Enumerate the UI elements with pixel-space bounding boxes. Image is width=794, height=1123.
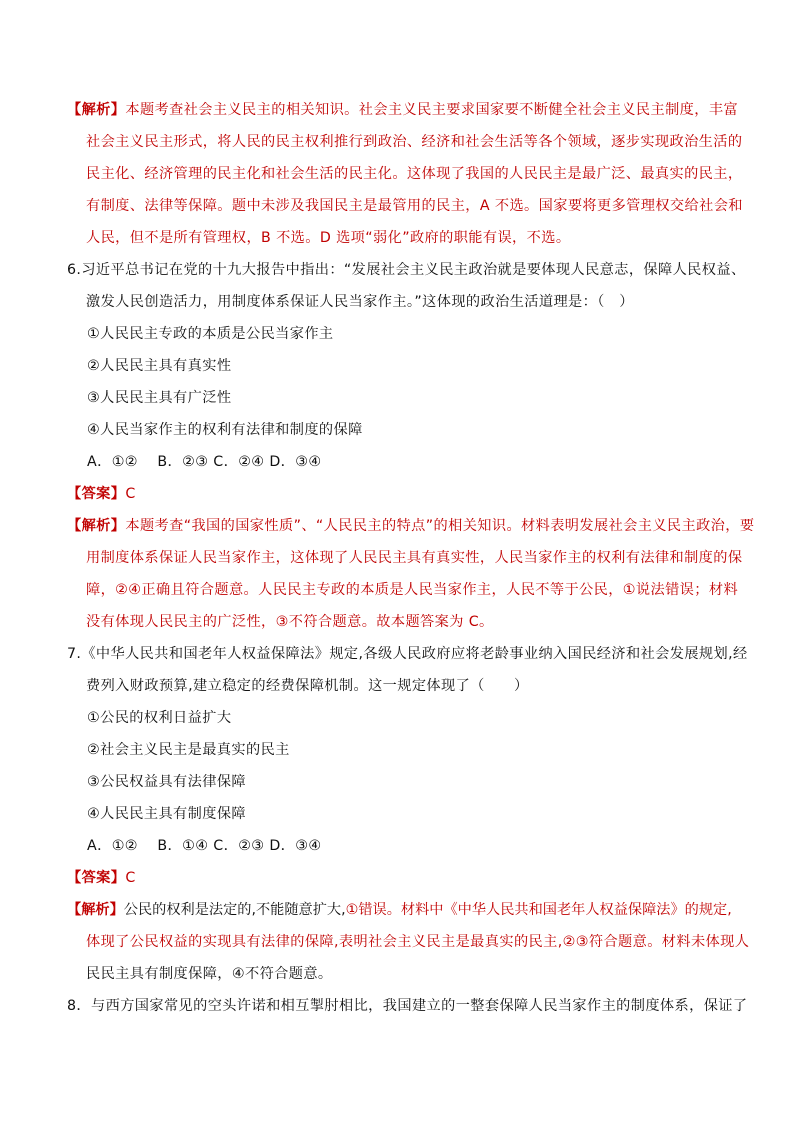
analysis-line: 体现了公民权益的实现具有法律的保障,表明社会主义民主是最真实的民主,②③符合题意。材料未体现人 <box>86 934 750 950</box>
analysis-text: 本题考查社会主义民主的相关知识。社会主义民主要求国家要不断健全社会主义民主制度，丰富 <box>125 102 739 118</box>
statement-item: ④人民当家作主的权利有法律和制度的保障 <box>87 422 363 438</box>
analysis-line: 有制度、法律等保障。题中未涉及我国民主是最管用的民主，A 不选。国家要将更多管理权交给社会和 <box>86 198 743 214</box>
analysis-paragraph-q6 <box>67 515 754 537</box>
answer-choices: A．①② B．①④ C．②③ D．③④ <box>87 838 322 854</box>
analysis-text: 本题考查“我国的国家性质”、“人民民主的特点”的相关知识。材料表明发展社会主义民主政治，要 <box>125 518 755 534</box>
analysis-line: 没有体现人民民主的广泛性，③不符合题意。故本题答案为 C。 <box>86 614 494 630</box>
analysis-line: 社会主义民主形式，将人民的民主权利推行到政治、经济和社会生活等各个领域，逐步实现政治生活的 <box>86 134 743 150</box>
answer-value: C <box>125 486 136 502</box>
statement-item: ③公民权益具有法律保障 <box>87 774 246 790</box>
answer-value: C <box>125 870 136 886</box>
answer-label: 【答案】 <box>67 870 126 886</box>
analysis-line: 人民，但不是所有管理权，B 不选。D 选项“弱化”政府的职能有误，不选。 <box>86 230 571 246</box>
analysis-paragraph-q7 <box>67 899 732 921</box>
question-stem: 8．与西方国家常见的空头许诺和相互掣肘相比，我国建立的一整套保障人民当家作主的制度体系，保证了 <box>67 998 748 1014</box>
analysis-text: 公民的权利是法定的,不能随意扩大, <box>123 902 346 918</box>
analysis-line: 民主化、经济管理的民主化和社会生活的民主化。这体现了我国的人民民主是最广泛、最真实的民主， <box>86 166 743 182</box>
answer-label: 【答案】 <box>67 486 126 502</box>
question-stem: 6.习近平总书记在党的十九大报告中指出：“发展社会主义民主政治就是要体现人民意志，保障人民权益、 <box>67 262 746 278</box>
analysis-paragraph-q5 <box>67 99 738 121</box>
statement-item: ②人民民主具有真实性 <box>87 358 232 374</box>
question-stem: 7.《中华人民共和国老年人权益保障法》规定,各级人民政府应将老龄事业纳入国民经济和社会发展规划,经 <box>67 646 748 662</box>
statement-item: ④人民民主具有制度保障 <box>87 806 246 822</box>
statement-item: ②社会主义民主是最真实的民主 <box>87 742 290 758</box>
answer-line <box>67 483 136 505</box>
analysis-label: 【解析】 <box>67 102 126 118</box>
analysis-label: 【解析】 <box>67 518 126 534</box>
statement-item: ①公民的权利日益扩大 <box>87 710 232 726</box>
statement-item: ③人民民主具有广泛性 <box>87 390 232 406</box>
analysis-text: ①错误。材料中《中华人民共和国老年人权益保障法》的规定, <box>345 902 732 918</box>
question-stem: 激发人民创造活力，用制度体系保证人民当家作主。”这体现的政治生活道理是：（ ） <box>86 294 634 310</box>
statement-item: ①人民民主专政的本质是公民当家作主 <box>87 326 334 342</box>
analysis-line: 用制度体系保证人民当家作主，这体现了人民民主具有真实性，人民当家作主的权利有法律和制度的保 <box>86 550 743 566</box>
answer-choices: A．①② B．②③ C．②④ D．③④ <box>87 454 322 470</box>
analysis-line: 障，②④正确且符合题意。人民民主专政的本质是人民当家作主，人民不等于公民，①说法错误；材料 <box>86 582 739 598</box>
question-stem: 费列入财政预算,建立稳定的经费保障机制。这一规定体现了（ ） <box>86 678 529 694</box>
analysis-label: 【解析】 <box>67 902 124 918</box>
answer-line <box>67 867 136 889</box>
analysis-line: 民民主具有制度保障，④不符合题意。 <box>86 966 333 982</box>
